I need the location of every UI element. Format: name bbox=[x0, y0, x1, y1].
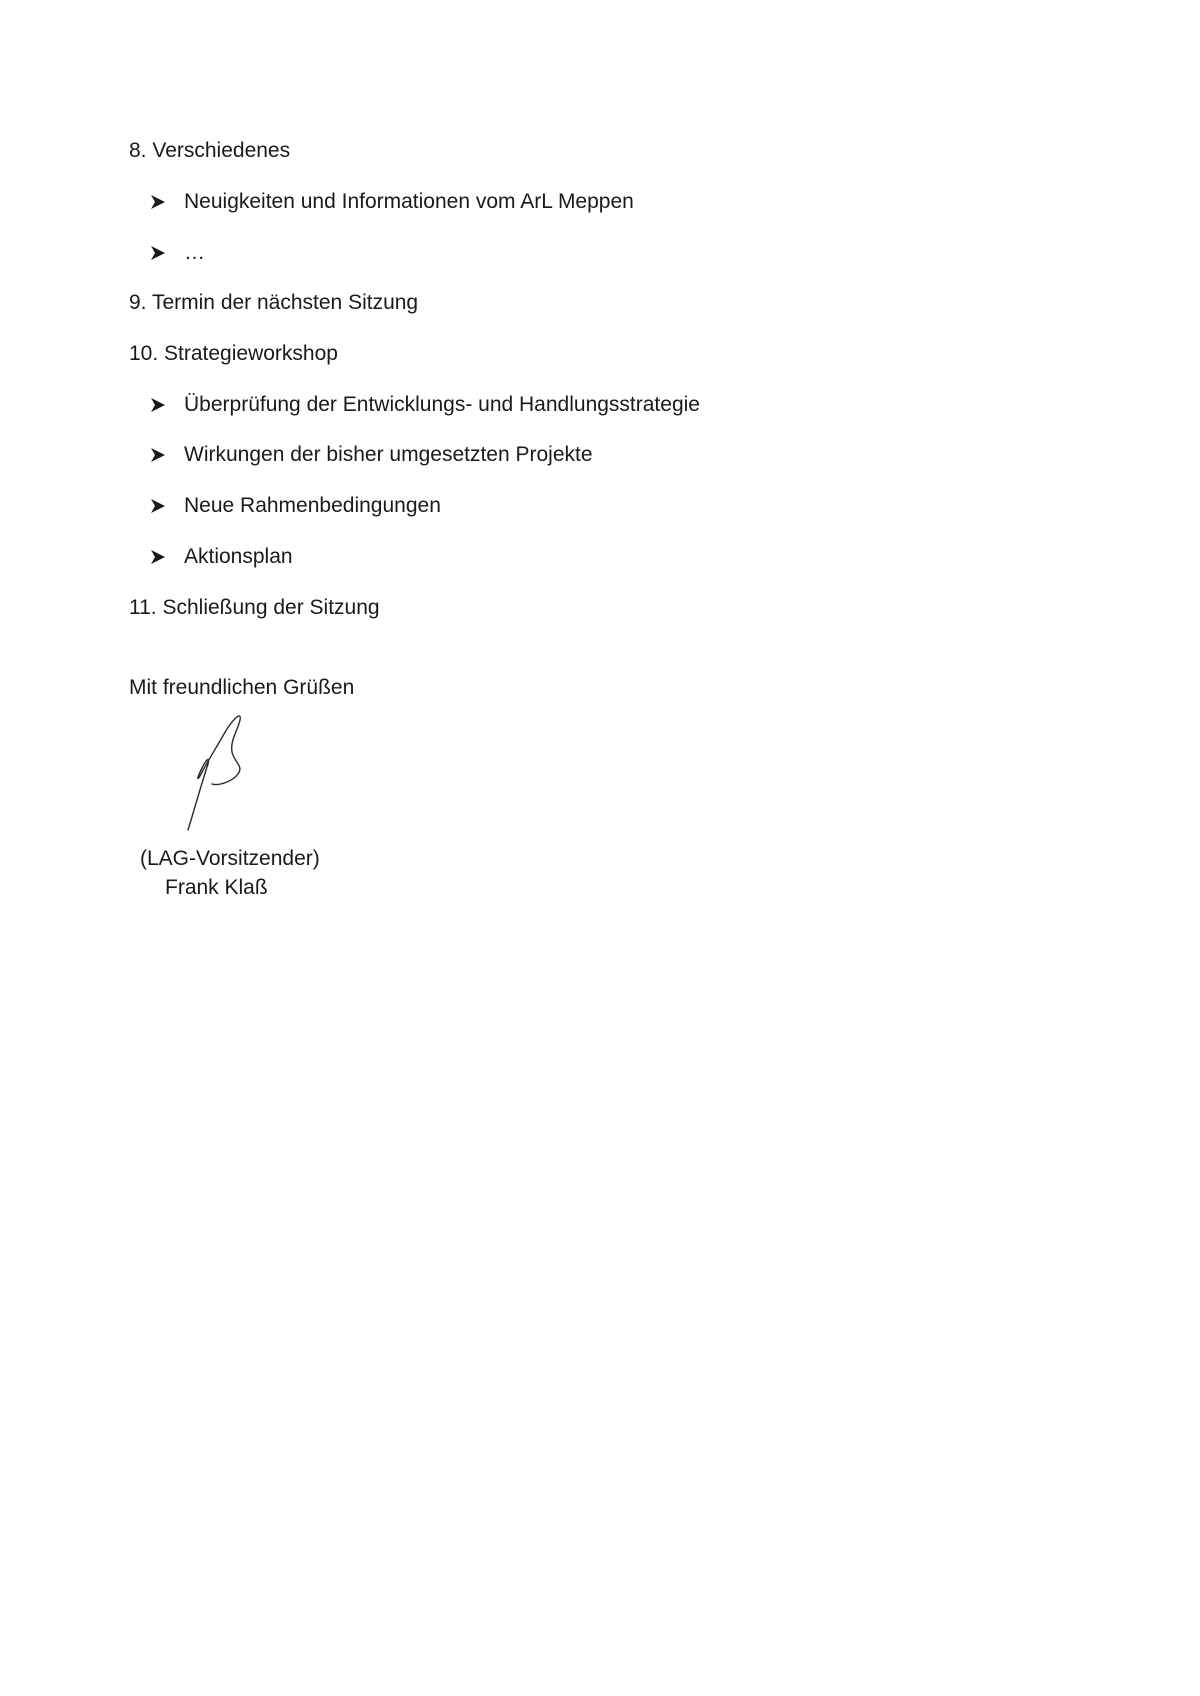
agenda-item-10-bullet-3 bbox=[150, 495, 441, 516]
closing-greeting: Mit freundlichen Grüßen bbox=[129, 676, 355, 699]
bullet-text: Überprüfung der Entwicklungs- und Handlungsstrategie bbox=[184, 393, 700, 416]
bullet-text: Neue Rahmenbedingungen bbox=[184, 494, 441, 517]
arrowhead-bullet-icon bbox=[150, 397, 166, 413]
arrowhead-bullet-icon bbox=[150, 194, 166, 210]
arrowhead-bullet-icon bbox=[150, 549, 166, 565]
agenda-item-8-title: 8. Verschiedenes bbox=[129, 139, 291, 162]
agenda-item-11-title: 11. Schließung der Sitzung bbox=[129, 596, 380, 619]
agenda-item-10-bullet-2 bbox=[150, 444, 593, 465]
arrowhead-bullet-icon bbox=[150, 447, 166, 463]
agenda-item-9-title: 9. Termin der nächsten Sitzung bbox=[129, 291, 419, 314]
agenda-item-10-bullet-4 bbox=[150, 546, 293, 567]
bullet-text: Aktionsplan bbox=[184, 545, 293, 568]
bullet-text: Neuigkeiten und Informationen vom ArL Meppen bbox=[184, 190, 634, 213]
agenda-item-10-bullet-1 bbox=[150, 394, 700, 415]
agenda-item-10-title: 10. Strategieworkshop bbox=[129, 342, 338, 365]
arrowhead-bullet-icon bbox=[150, 498, 166, 514]
agenda-item-8-bullet-2 bbox=[150, 242, 205, 263]
agenda-item-8-bullet-1 bbox=[150, 191, 634, 212]
signatory-role: (LAG-Vorsitzender) bbox=[140, 847, 320, 870]
signatory-name: Frank Klaß bbox=[165, 876, 268, 899]
bullet-text: Wirkungen der bisher umgesetzten Projekte bbox=[184, 443, 593, 466]
handwritten-signature bbox=[180, 706, 270, 831]
arrowhead-bullet-icon bbox=[150, 245, 166, 261]
bullet-text: … bbox=[184, 241, 205, 264]
